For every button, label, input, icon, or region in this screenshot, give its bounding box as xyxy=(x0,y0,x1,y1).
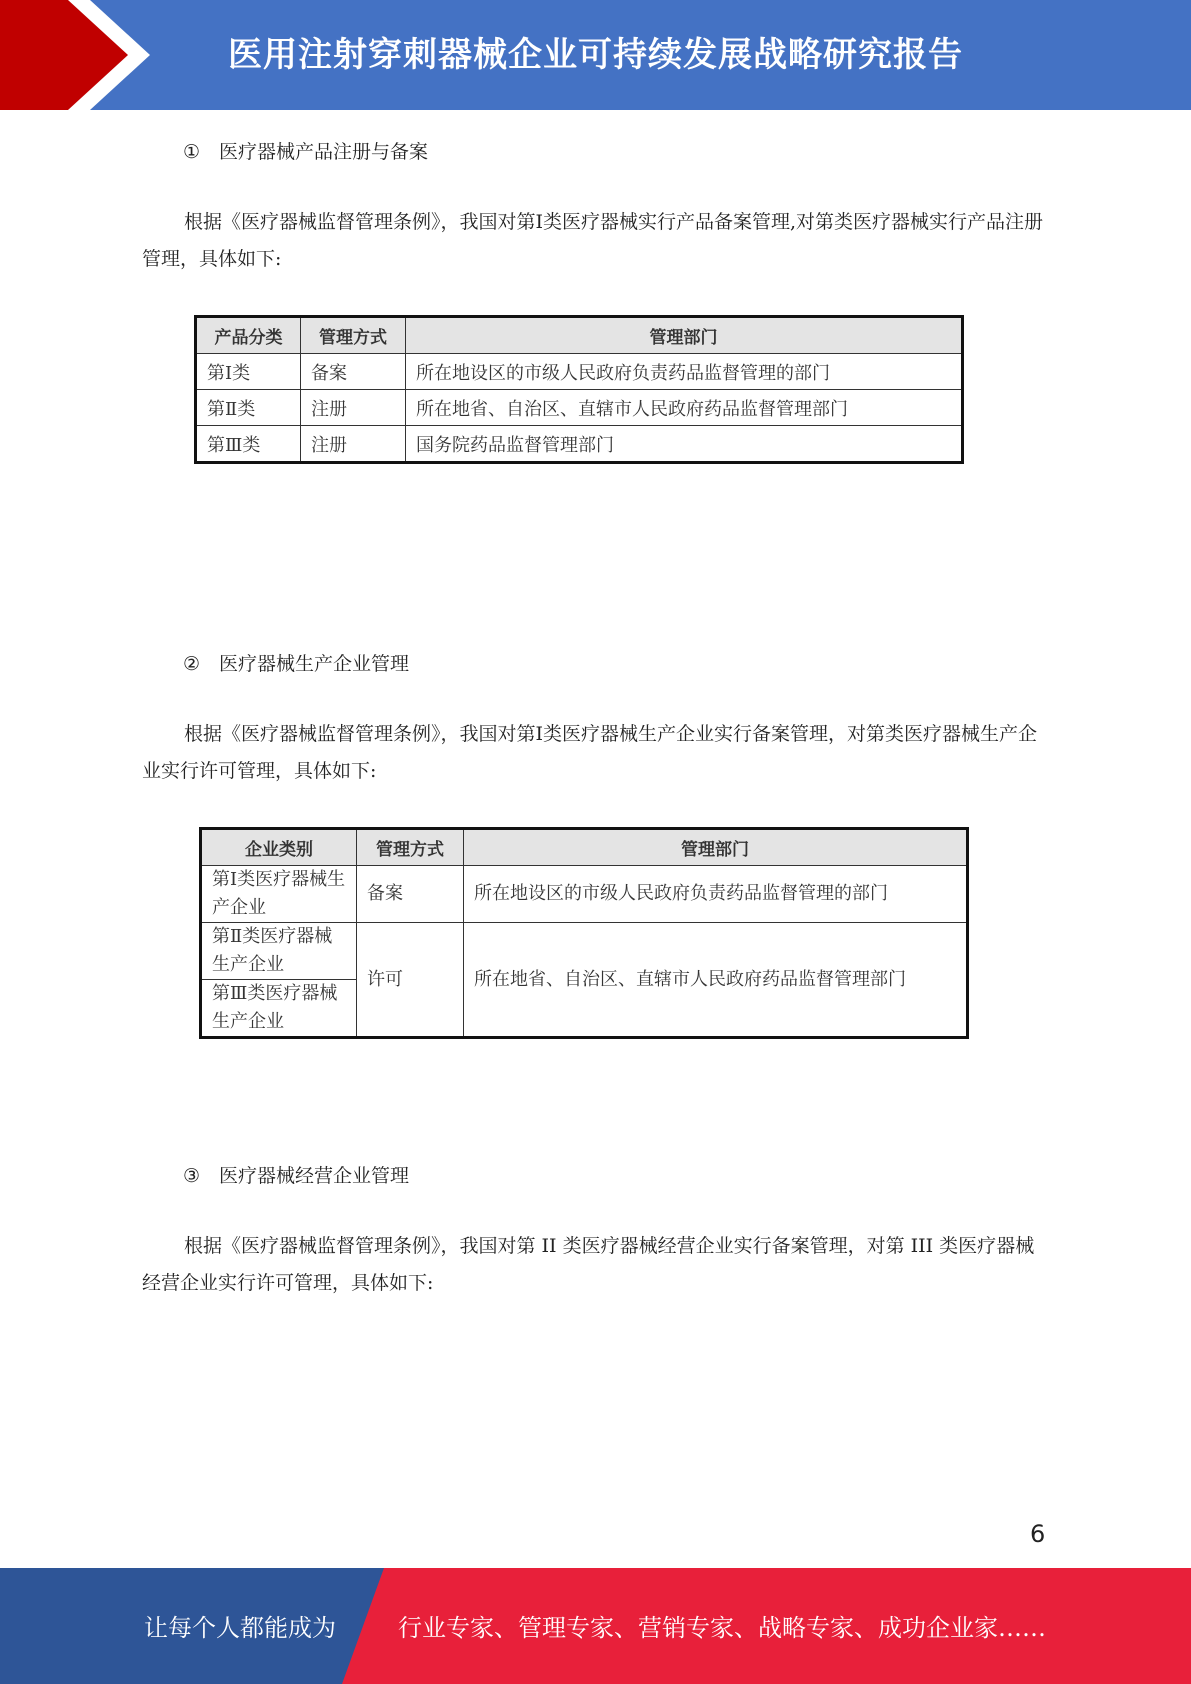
header-product-category: 产品分类 xyxy=(196,317,301,354)
table-header-row xyxy=(201,829,968,866)
section-3-paragraph: 根据《医疗器械监督管理条例》，我国对第 II 类医疗器械经营企业实行备案管理，对第 III 类医疗器械经营企业实行许可管理，具体如下: xyxy=(142,1235,1035,1294)
table-header-row xyxy=(196,317,963,354)
cell-category: 第Ⅲ类医疗器械生产企业 xyxy=(201,980,357,1038)
page-number: 6 xyxy=(1030,1520,1046,1548)
table-row xyxy=(201,866,968,923)
section-1-heading xyxy=(183,140,428,164)
cell-category: 第Ⅰ类医疗器械生产企业 xyxy=(201,866,357,923)
section-2-number: ② xyxy=(183,653,201,675)
page-header xyxy=(0,0,1191,110)
report-title: 医用注射穿刺器械企业可持续发展战略研究报告 xyxy=(228,35,963,75)
section-1-title: 医疗器械产品注册与备案 xyxy=(219,141,429,163)
cell-category: 第Ⅲ类 xyxy=(196,426,301,463)
table-row xyxy=(196,390,963,426)
product-registration-table xyxy=(194,315,964,464)
footer-slogan-right: 行业专家、管理专家、营销专家、战略专家、成功企业家…… xyxy=(398,1614,1046,1642)
table-row xyxy=(196,354,963,390)
header-management-method: 管理方式 xyxy=(357,829,464,866)
cell-method: 备案 xyxy=(357,866,464,923)
cell-department: 所在地设区的市级人民政府负责药品监督管理的部门 xyxy=(464,866,968,923)
page-footer xyxy=(0,1568,1191,1684)
section-3-heading xyxy=(183,1164,409,1188)
section-3-number: ③ xyxy=(183,1165,201,1187)
cell-method: 许可 xyxy=(357,923,464,1038)
section-2-title: 医疗器械生产企业管理 xyxy=(219,653,410,675)
section-1-number: ① xyxy=(183,141,201,163)
cell-department: 所在地省、自治区、直辖市人民政府药品监督管理部门 xyxy=(464,923,968,1038)
cell-method: 备案 xyxy=(301,354,406,390)
footer-slogan-left: 让每个人都能成为 xyxy=(144,1614,336,1642)
cell-department: 国务院药品监督管理部门 xyxy=(406,426,963,463)
cell-method: 注册 xyxy=(301,426,406,463)
section-2-paragraph: 根据《医疗器械监督管理条例》，我国对第Ⅰ类医疗器械生产企业实行备案管理，对第类医疗器械生产企业实行许可管理，具体如下: xyxy=(142,723,1038,782)
cell-category: 第Ⅱ类 xyxy=(196,390,301,426)
header-enterprise-category: 企业类别 xyxy=(201,829,357,866)
header-chevron-decoration xyxy=(0,0,150,110)
table-row xyxy=(201,923,968,980)
header-management-department: 管理部门 xyxy=(406,317,963,354)
cell-category: 第Ⅰ类 xyxy=(196,354,301,390)
header-management-department: 管理部门 xyxy=(464,829,968,866)
cell-method: 注册 xyxy=(301,390,406,426)
section-1-paragraph: 根据《医疗器械监督管理条例》，我国对第Ⅰ类医疗器械实行产品备案管理,对第类医疗器械实行产品注册管理，具体如下: xyxy=(142,211,1044,270)
cell-department: 所在地设区的市级人民政府负责药品监督管理的部门 xyxy=(406,354,963,390)
section-2-heading xyxy=(183,652,409,676)
header-management-method: 管理方式 xyxy=(301,317,406,354)
cell-department: 所在地省、自治区、直辖市人民政府药品监督管理部门 xyxy=(406,390,963,426)
table-row xyxy=(196,426,963,463)
cell-category: 第Ⅱ类医疗器械生产企业 xyxy=(201,923,357,980)
section-3-title: 医疗器械经营企业管理 xyxy=(219,1165,410,1187)
manufacturer-management-table xyxy=(199,827,969,1039)
